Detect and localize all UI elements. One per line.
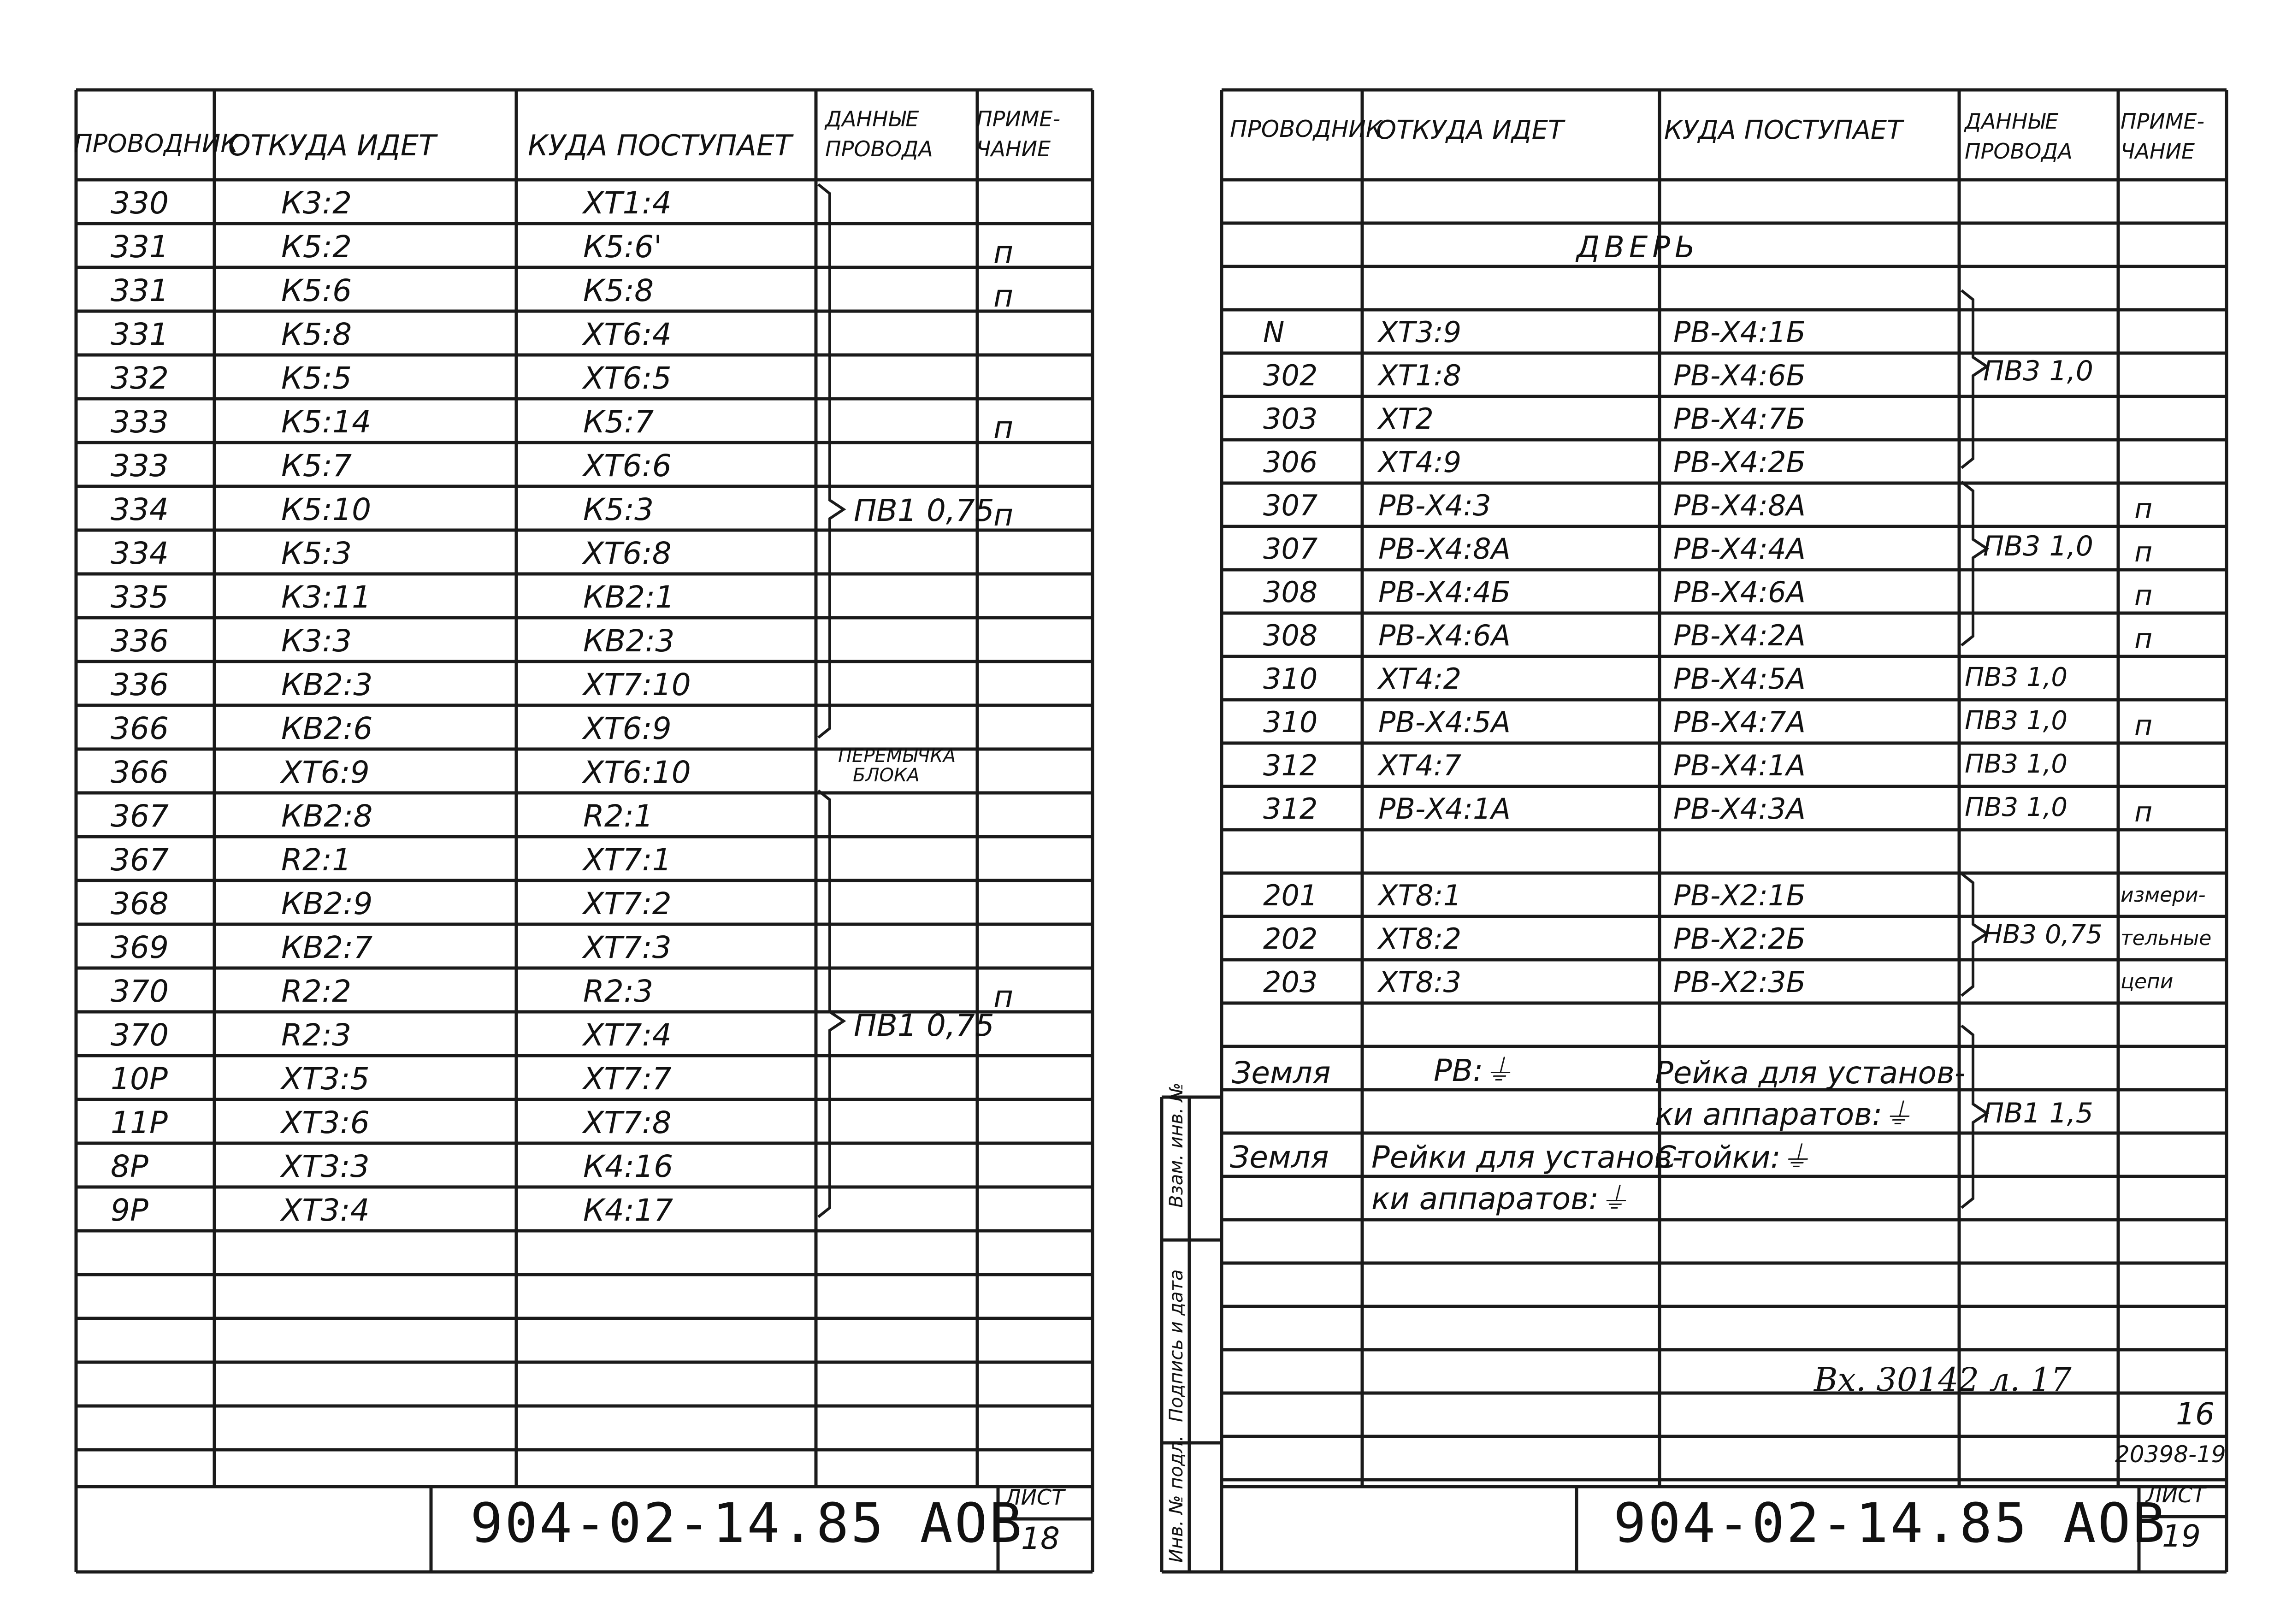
from-terminal: К5:7 <box>281 448 352 484</box>
from-terminal: РВ-Х4:4Б <box>1378 575 1511 609</box>
note-mark: п <box>993 497 1014 533</box>
from-terminal: К5:10 <box>281 492 372 527</box>
header-data-2: ПРОВОДА <box>1965 139 2073 164</box>
wire-number: 312 <box>1263 792 1318 826</box>
wire-data: ПВ3 1,0 <box>1965 706 2068 736</box>
note-mark: цепи <box>2121 970 2174 993</box>
from-terminal: КВ2:6 <box>281 711 373 746</box>
header-note-1: ПРИМЕ- <box>2121 109 2205 134</box>
wire-number: 333 <box>111 404 169 440</box>
from-terminal: РВ-Х4:8А <box>1378 532 1511 566</box>
section-title: ДВЕРЬ <box>1577 230 1700 265</box>
wire-number: 369 <box>111 930 169 965</box>
to-terminal: К4:17 <box>583 1193 673 1228</box>
to-terminal: ХТ6:5 <box>583 360 672 396</box>
note-mark: п <box>2134 623 2153 655</box>
group-label-pv3-b: ПВ3 1,0 <box>1983 530 2093 562</box>
wire-number: 333 <box>111 448 169 484</box>
from-terminal: РВ-Х4:3 <box>1378 489 1491 522</box>
wire-number: 336 <box>111 667 169 703</box>
bracket-pv3-b <box>1961 482 1987 645</box>
wire-number: 201 <box>1263 879 1318 912</box>
to-terminal: РВ-Х4:4А <box>1673 532 1806 566</box>
to-terminal: ХТ7:8 <box>583 1105 672 1140</box>
to-terminal: РВ-Х4:2А <box>1673 619 1806 652</box>
from-terminal: КВ2:9 <box>281 886 373 921</box>
doc-code-18: 904-02-14.85 АОВ <box>470 1491 1024 1555</box>
wire-number: 11Р <box>111 1105 168 1140</box>
earth-to-1a: Рейка для установ- <box>1655 1055 1966 1091</box>
wire-number: 308 <box>1263 575 1318 609</box>
to-terminal: К4:16 <box>583 1149 673 1184</box>
note-mark: п <box>2134 493 2153 525</box>
note-mark: тельные <box>2121 927 2212 950</box>
from-terminal: ХТ8:3 <box>1378 965 1462 999</box>
from-terminal: R2:2 <box>281 974 352 1009</box>
wire-number: 307 <box>1263 489 1318 522</box>
wire-number: 366 <box>111 755 169 790</box>
wire-number: 9Р <box>111 1193 148 1228</box>
to-terminal: РВ-Х2:3Б <box>1673 965 1806 999</box>
note-mark: п <box>993 410 1014 445</box>
from-terminal: К5:14 <box>281 404 372 440</box>
wire-number: 334 <box>111 492 169 527</box>
from-terminal: РВ-Х4:5А <box>1378 705 1511 739</box>
wire-number: 202 <box>1263 922 1318 956</box>
wire-data: ПВ3 1,0 <box>1965 792 2068 822</box>
wire-number: 330 <box>111 185 169 221</box>
wire-number: N <box>1263 315 1285 349</box>
from-terminal: К5:2 <box>281 229 352 265</box>
wire-number: 203 <box>1263 965 1318 999</box>
wire-number: 312 <box>1263 749 1318 782</box>
header-note-2: ЧАНИЕ <box>976 136 1051 161</box>
wire-number: 366 <box>111 711 169 746</box>
to-terminal: КВ2:1 <box>583 579 675 615</box>
from-terminal: ХТ8:2 <box>1378 922 1462 956</box>
from-terminal: РВ-Х4:1А <box>1378 792 1511 826</box>
to-terminal: R2:1 <box>583 798 654 834</box>
wire-number: 370 <box>111 1017 169 1053</box>
earth-from-2a: Рейки для установ- <box>1371 1140 1684 1175</box>
to-terminal: ХТ7:7 <box>583 1061 672 1097</box>
wire-number: 331 <box>111 229 169 265</box>
header-data-1: ДАННЫЕ <box>1965 109 2059 134</box>
wire-number: 370 <box>111 974 169 1009</box>
sheet-number-19: 19 <box>2162 1518 2201 1554</box>
from-terminal: ХТ3:3 <box>281 1149 370 1184</box>
sheet-number-18: 18 <box>1021 1521 1060 1556</box>
sheet-19-grid <box>1162 90 2227 1572</box>
from-terminal: ХТ6:9 <box>281 755 370 790</box>
group-label-jumper-2: БЛОКА <box>853 765 920 786</box>
to-terminal: ХТ6:8 <box>583 536 672 571</box>
group-label-jumper-1: ПЕРЕМЫЧКА <box>838 745 956 767</box>
header-to: КУДА ПОСТУПАЕТ <box>528 129 792 162</box>
from-terminal: ХТ3:4 <box>281 1193 370 1228</box>
to-terminal: ХТ7:1 <box>583 842 672 878</box>
note-mark: п <box>2134 709 2153 742</box>
wire-number: 10Р <box>111 1061 168 1097</box>
note-mark: п <box>2134 796 2153 828</box>
note-mark: п <box>993 235 1014 270</box>
to-terminal: РВ-Х4:2Б <box>1673 445 1806 479</box>
from-terminal: ХТ1:8 <box>1378 359 1462 392</box>
wire-number: 8Р <box>111 1149 148 1184</box>
wire-number: 306 <box>1263 445 1318 479</box>
group-label-pv1-b: ПВ1 0,75 <box>854 1008 994 1043</box>
to-terminal: РВ-Х4:1А <box>1673 749 1806 782</box>
handwritten-reference: Вх. 30142 л. 17 <box>1814 1361 2072 1399</box>
to-terminal: РВ-Х2:2Б <box>1673 922 1806 956</box>
group-label-pv1-a: ПВ1 0,75 <box>854 493 994 528</box>
to-terminal: ХТ6:9 <box>583 711 672 746</box>
from-terminal: ХТ2 <box>1378 402 1434 436</box>
to-terminal: ХТ7:4 <box>583 1017 672 1053</box>
from-terminal: КВ2:3 <box>281 667 373 703</box>
to-terminal: К5:6' <box>583 229 662 265</box>
side-stamp-signature: Подпись и дата <box>1166 1269 1187 1422</box>
to-terminal: КВ2:3 <box>583 623 675 659</box>
to-terminal: ХТ6:4 <box>583 317 672 352</box>
to-terminal: ХТ6:6 <box>583 448 672 484</box>
to-terminal: РВ-Х4:5А <box>1673 662 1806 696</box>
earth-wire-1: Земля <box>1232 1055 1331 1091</box>
from-terminal: R2:3 <box>281 1017 352 1053</box>
from-terminal: К5:6 <box>281 273 352 308</box>
from-terminal: ХТ4:7 <box>1378 749 1462 782</box>
from-terminal: К5:8 <box>281 317 352 352</box>
from-terminal: К5:5 <box>281 360 352 396</box>
wire-number: 310 <box>1263 662 1318 696</box>
from-terminal: КВ2:7 <box>281 930 373 965</box>
group-label-nv3: НВ3 0,75 <box>1983 920 2103 950</box>
wire-number: 335 <box>111 579 169 615</box>
header-note-2: ЧАНИЕ <box>2121 139 2195 164</box>
from-terminal: К3:3 <box>281 623 352 659</box>
header-note-1: ПРИМЕ- <box>976 106 1061 131</box>
header-data-2: ПРОВОДА <box>825 136 933 161</box>
from-terminal: ХТ8:1 <box>1378 879 1462 912</box>
wire-number: 367 <box>111 842 169 878</box>
to-terminal: К5:3 <box>583 492 654 527</box>
wire-number: 368 <box>111 886 169 921</box>
header-from: ОТКУДА ИДЕТ <box>228 129 436 162</box>
wire-number: 331 <box>111 273 169 308</box>
doc-code-19: 904-02-14.85 АОВ <box>1613 1491 2167 1555</box>
from-terminal: R2:1 <box>281 842 352 878</box>
header-from: ОТКУДА ИДЕТ <box>1376 115 1564 145</box>
from-terminal: ХТ3:9 <box>1378 315 1462 349</box>
page-number: 16 <box>2176 1396 2215 1432</box>
wire-data: ПВ3 1,0 <box>1965 662 2068 692</box>
wire-number: 310 <box>1263 705 1318 739</box>
from-terminal: ХТ4:9 <box>1378 445 1462 479</box>
wire-data: ПВ3 1,0 <box>1965 749 2068 779</box>
wire-number: 302 <box>1263 359 1318 392</box>
to-terminal: РВ-Х4:8А <box>1673 489 1806 522</box>
sheet-label-19: ЛИСТ <box>2146 1482 2206 1507</box>
wire-number: 367 <box>111 798 169 834</box>
to-terminal: ХТ1:4 <box>583 185 672 221</box>
to-terminal: R2:3 <box>583 974 654 1009</box>
sheet-label-18: ЛИСТ <box>1005 1485 1065 1510</box>
wire-number: 331 <box>111 317 169 352</box>
header-to: КУДА ПОСТУПАЕТ <box>1664 115 1903 145</box>
to-terminal: РВ-Х4:6А <box>1673 575 1806 609</box>
to-terminal: РВ-Х2:1Б <box>1673 879 1806 912</box>
header-data-1: ДАННЫЕ <box>825 106 919 131</box>
earth-from-2b: ки аппаратов:⏚ <box>1371 1181 1630 1217</box>
earth-to-1b: ки аппаратов:⏚ <box>1655 1097 1913 1132</box>
earth-wire-2: Земля <box>1230 1140 1329 1175</box>
note-mark: измери- <box>2121 883 2206 907</box>
from-terminal: К3:2 <box>281 185 352 221</box>
to-terminal: ХТ7:10 <box>583 667 691 703</box>
note-mark: п <box>2134 536 2153 568</box>
from-terminal: ХТ3:6 <box>281 1105 370 1140</box>
wire-number: 307 <box>1263 532 1318 566</box>
from-terminal: РВ-Х4:6А <box>1378 619 1511 652</box>
wire-number: 308 <box>1263 619 1318 652</box>
to-terminal: РВ-Х4:3А <box>1673 792 1806 826</box>
wire-number: 334 <box>111 536 169 571</box>
to-terminal: К5:8 <box>583 273 654 308</box>
wire-number: 336 <box>111 623 169 659</box>
wire-number: 332 <box>111 360 169 396</box>
side-stamp-replace: Взам. инв. № <box>1166 1082 1187 1208</box>
to-terminal: РВ-Х4:1Б <box>1673 315 1806 349</box>
to-terminal: ХТ6:10 <box>583 755 691 790</box>
to-terminal: РВ-Х4:7Б <box>1673 402 1806 436</box>
from-terminal: ХТ3:5 <box>281 1061 370 1097</box>
header-wire: ПРОВОДНИК <box>1230 116 1382 142</box>
note-mark: п <box>993 979 1014 1015</box>
from-terminal: К3:11 <box>281 579 372 615</box>
bracket-pv1-b <box>818 791 844 1217</box>
to-terminal: К5:7 <box>583 404 654 440</box>
earth-from-1: РВ:⏚ <box>1434 1053 1514 1088</box>
earth-to-2: Стойки:⏚ <box>1655 1140 1811 1175</box>
from-terminal: К5:3 <box>281 536 352 571</box>
from-terminal: КВ2:8 <box>281 798 373 834</box>
note-mark: п <box>2134 579 2153 612</box>
wire-number: 303 <box>1263 402 1318 436</box>
side-stamp-inventory: Инв. № подл. <box>1166 1435 1187 1563</box>
to-terminal: РВ-Х4:6Б <box>1673 359 1806 392</box>
group-label-pv3-a: ПВ3 1,0 <box>1983 355 2093 387</box>
from-terminal: ХТ4:2 <box>1378 662 1462 696</box>
to-terminal: ХТ7:2 <box>583 886 672 921</box>
to-terminal: ХТ7:3 <box>583 930 672 965</box>
group-label-pv1: ПВ1 1,5 <box>1983 1097 2093 1129</box>
header-wire: ПРОВОДНИК <box>74 129 238 158</box>
note-mark: п <box>993 278 1014 314</box>
to-terminal: РВ-Х4:7А <box>1673 705 1806 739</box>
archive-number: 20398-19 <box>2115 1441 2226 1468</box>
